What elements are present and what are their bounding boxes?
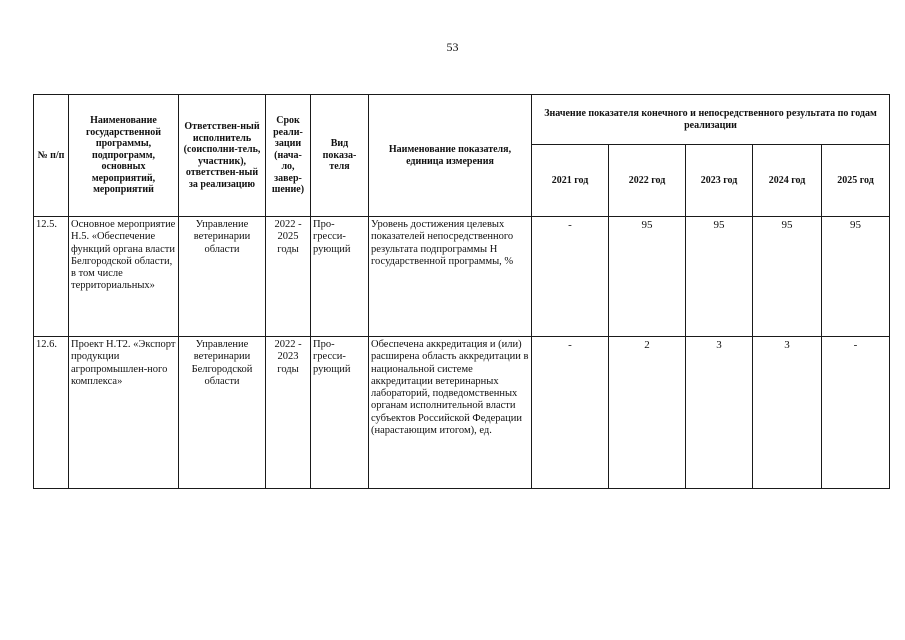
row-value-2024: 3	[753, 337, 822, 489]
row-responsible: Управление ветеринарии области	[179, 217, 266, 337]
header-name: Наименование государственной программы, подпрограмм, основных мероприятий, мероприятий	[69, 95, 179, 217]
row-number: 12.5.	[34, 217, 69, 337]
indicators-table	[33, 94, 890, 489]
page-number: 53	[446, 40, 459, 54]
header-year-2021: 2021 год	[532, 145, 609, 217]
row-value-2023: 3	[686, 337, 753, 489]
row-number: 12.6.	[34, 337, 69, 489]
row-type: Про-гресси-рующий	[311, 337, 369, 489]
row-value-2021: -	[532, 217, 609, 337]
row-value-2022: 2	[609, 337, 686, 489]
row-name: Основное мероприятие Н.5. «Обеспечение функций органа власти Белгородской области, в том числе территориальных»	[69, 217, 179, 337]
header-year-2025: 2025 год	[822, 145, 890, 217]
row-value-2025: -	[822, 337, 890, 489]
row-name: Проект Н.Т2. «Экспорт продукции агропромышлен-ного комплекса»	[69, 337, 179, 489]
table-row	[34, 217, 890, 337]
header-row-1	[34, 95, 890, 145]
row-type: Про-гресси-рующий	[311, 217, 369, 337]
row-period: 2022 - 2025 годы	[266, 217, 311, 337]
header-type: Вид показа-теля	[311, 95, 369, 217]
row-value-2022: 95	[609, 217, 686, 337]
header-responsible: Ответствен-ный исполнитель (соисполни-тель, участник), ответствен-ный за реализацию	[179, 95, 266, 217]
table-row	[34, 337, 890, 489]
row-value-2024: 95	[753, 217, 822, 337]
row-indicator: Уровень достижения целевых показателей непосредственного результата подпрограммы Н государственной программы, %	[369, 217, 532, 337]
header-num: № п/п	[34, 95, 69, 217]
row-responsible: Управление ветеринарии Белгородской области	[179, 337, 266, 489]
header-year-2023: 2023 год	[686, 145, 753, 217]
header-values-group: Значение показателя конечного и непосредственного результата по годам реализации	[532, 95, 890, 145]
header-indicator: Наименование показателя, единица измерения	[369, 95, 532, 217]
header-year-2022: 2022 год	[609, 145, 686, 217]
row-period: 2022 - 2023 годы	[266, 337, 311, 489]
header-year-2024: 2024 год	[753, 145, 822, 217]
row-value-2021: -	[532, 337, 609, 489]
header-period: Срок реали-зации (нача-ло, завер-шение)	[266, 95, 311, 217]
row-value-2023: 95	[686, 217, 753, 337]
row-value-2025: 95	[822, 217, 890, 337]
row-indicator: Обеспечена аккредитация и (или) расширена область аккредитации в национальной системе аккредитации ветеринарных лабораторий, подведомственных органам исполнительной власти субъектов Российской Федерации (нарастающим итогом), ед.	[369, 337, 532, 489]
